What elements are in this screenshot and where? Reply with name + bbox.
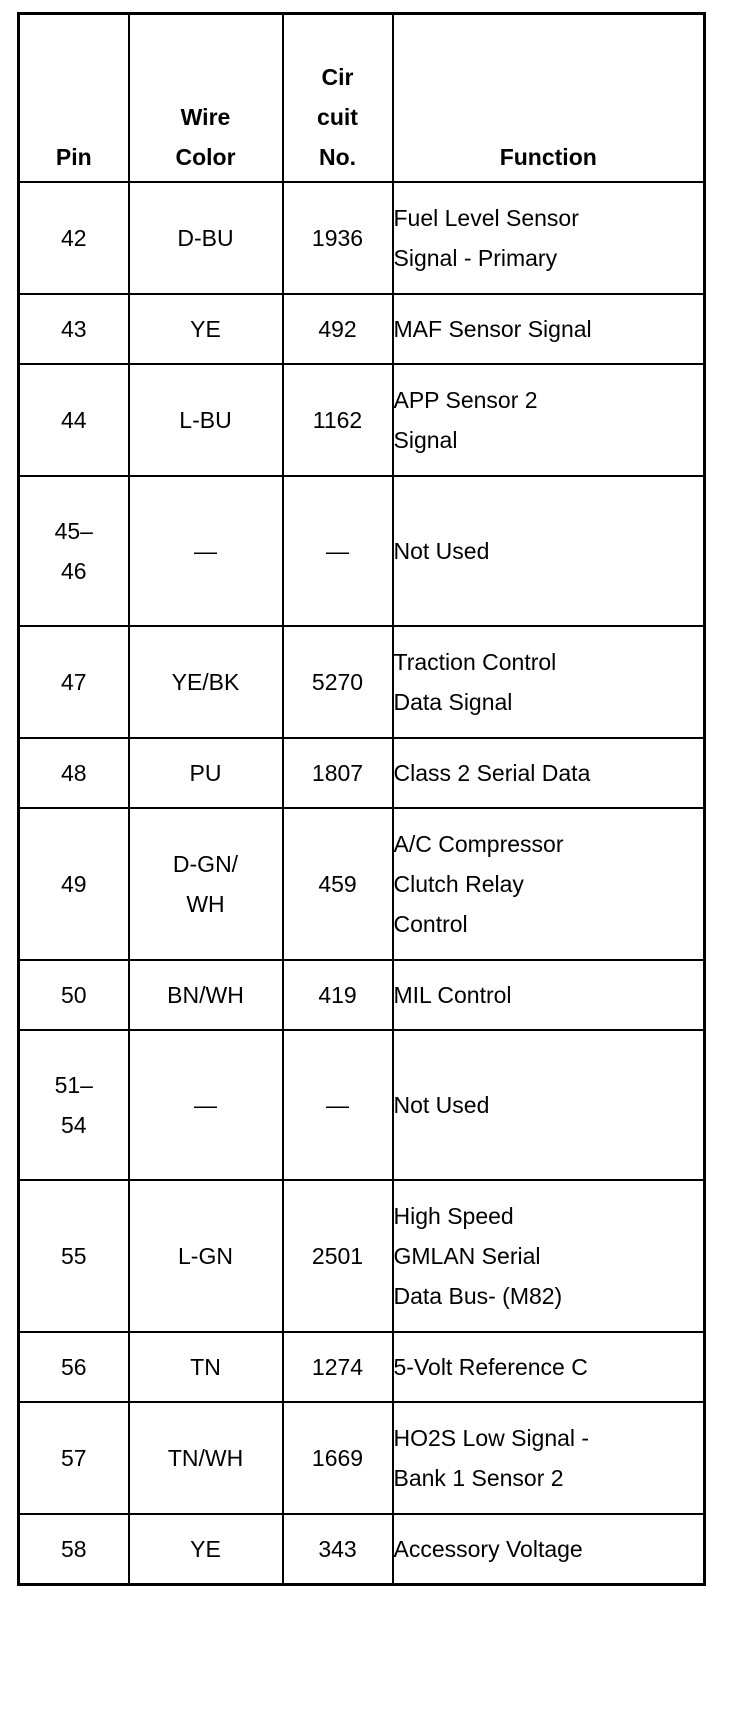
pin-value: 50 xyxy=(60,981,87,1008)
table-row xyxy=(19,808,705,960)
wire-color-value: YE xyxy=(190,315,221,342)
function-cell xyxy=(393,738,705,808)
pin-cell xyxy=(19,960,129,1030)
circuit-cell: 459 xyxy=(283,808,393,960)
pin-value: 49 xyxy=(60,870,87,897)
wire-color-value: — xyxy=(194,537,217,564)
header-circuit-no-line: No. xyxy=(318,143,357,170)
wire-color-cell xyxy=(129,960,283,1030)
function-line: Clutch Relay xyxy=(393,870,524,897)
pin-cell xyxy=(19,626,129,738)
function-line: Accessory Voltage xyxy=(393,1535,583,1562)
function-line: MIL Control xyxy=(393,981,512,1008)
function-cell xyxy=(393,626,705,738)
circuit-cell: 1274 xyxy=(283,1332,393,1402)
pin-value: 58 xyxy=(60,1535,87,1562)
wire-color-cell xyxy=(129,1514,283,1585)
pin-value: 54 xyxy=(60,1111,87,1138)
function-line: Control xyxy=(393,910,468,937)
circuit-cell: 1669 xyxy=(283,1402,393,1514)
function-line: APP Sensor 2 xyxy=(393,386,538,413)
function-line: High Speed xyxy=(393,1202,514,1229)
wire-color-value: PU xyxy=(189,759,222,786)
wire-color-value: WH xyxy=(186,890,225,917)
wire-color-cell xyxy=(129,182,283,294)
wire-color-value: D-BU xyxy=(177,224,234,251)
function-line: Not Used xyxy=(393,1091,490,1118)
function-cell xyxy=(393,182,705,294)
pin-cell xyxy=(19,1402,129,1514)
function-line: HO2S Low Signal - xyxy=(393,1424,590,1451)
wire-color-value: TN xyxy=(190,1353,221,1380)
function-line: A/C Compressor xyxy=(393,830,564,857)
pin-value: 45– xyxy=(54,517,93,544)
header-wire-color-line: Wire xyxy=(180,103,231,130)
wire-color-cell xyxy=(129,476,283,626)
header-circuit-no-line: cuit xyxy=(317,103,358,130)
pin-value: 57 xyxy=(60,1444,87,1471)
header-wire-color-line: Color xyxy=(175,143,236,170)
wire-color-value: BN/WH xyxy=(167,981,244,1008)
function-cell xyxy=(393,960,705,1030)
circuit-cell: 1807 xyxy=(283,738,393,808)
wire-color-cell xyxy=(129,808,283,960)
pin-cell xyxy=(19,738,129,808)
function-cell xyxy=(393,1180,705,1332)
function-line: Traction Control xyxy=(393,648,557,675)
table-row xyxy=(19,1332,705,1402)
function-cell xyxy=(393,1030,705,1180)
table-row xyxy=(19,1514,705,1585)
circuit-cell: 343 xyxy=(283,1514,393,1585)
pin-value: 51– xyxy=(54,1071,93,1098)
header-circuit-no xyxy=(283,14,393,182)
table-row xyxy=(19,1180,705,1332)
circuit-cell: — xyxy=(283,476,393,626)
table-row xyxy=(19,960,705,1030)
pin-cell xyxy=(19,476,129,626)
connector-pinout-table-container xyxy=(17,12,703,1586)
wire-color-value: YE xyxy=(190,1535,221,1562)
wire-color-cell xyxy=(129,1402,283,1514)
function-line: Data Bus- (M82) xyxy=(393,1282,563,1309)
function-cell xyxy=(393,1332,705,1402)
pin-value: 46 xyxy=(60,557,87,584)
pin-cell xyxy=(19,294,129,364)
circuit-cell: 1936 xyxy=(283,182,393,294)
circuit-cell: 5270 xyxy=(283,626,393,738)
header-function xyxy=(393,14,705,182)
function-line: GMLAN Serial xyxy=(393,1242,541,1269)
function-cell xyxy=(393,476,705,626)
pin-cell xyxy=(19,1332,129,1402)
circuit-cell: 1162 xyxy=(283,364,393,476)
wire-color-cell xyxy=(129,1332,283,1402)
function-line: Not Used xyxy=(393,537,490,564)
function-cell xyxy=(393,294,705,364)
wire-color-cell xyxy=(129,294,283,364)
function-line: 5-Volt Reference C xyxy=(393,1353,588,1380)
table-row xyxy=(19,294,705,364)
wire-color-cell xyxy=(129,1180,283,1332)
pin-cell xyxy=(19,1180,129,1332)
function-line: Signal - Primary xyxy=(393,244,558,271)
table-row xyxy=(19,626,705,738)
pin-cell xyxy=(19,182,129,294)
wire-color-cell xyxy=(129,626,283,738)
pin-value: 43 xyxy=(60,315,87,342)
table-row xyxy=(19,476,705,626)
table-row xyxy=(19,1402,705,1514)
pin-value: 42 xyxy=(60,224,87,251)
wire-color-cell xyxy=(129,1030,283,1180)
wire-color-value: L-GN xyxy=(178,1242,233,1269)
pin-cell xyxy=(19,808,129,960)
wire-color-cell xyxy=(129,364,283,476)
wire-color-value: — xyxy=(194,1091,217,1118)
wire-color-value: L-BU xyxy=(179,406,232,433)
function-cell xyxy=(393,1514,705,1585)
pin-value: 56 xyxy=(60,1353,87,1380)
pin-cell xyxy=(19,1514,129,1585)
table-row xyxy=(19,738,705,808)
circuit-cell: 2501 xyxy=(283,1180,393,1332)
pin-value: 55 xyxy=(60,1242,87,1269)
function-cell xyxy=(393,808,705,960)
header-row xyxy=(19,14,705,182)
function-line: MAF Sensor Signal xyxy=(393,315,592,342)
wire-color-value: TN/WH xyxy=(167,1444,244,1471)
function-line: Signal xyxy=(393,426,458,453)
table-row xyxy=(19,182,705,294)
header-function-line: Function xyxy=(499,143,597,170)
function-line: Class 2 Serial Data xyxy=(393,759,591,786)
function-line: Fuel Level Sensor xyxy=(393,204,579,231)
circuit-cell: 419 xyxy=(283,960,393,1030)
pin-cell xyxy=(19,364,129,476)
function-line: Data Signal xyxy=(393,688,513,715)
table-row xyxy=(19,364,705,476)
header-wire-color xyxy=(129,14,283,182)
connector-pinout-table xyxy=(17,12,706,1586)
pin-value: 47 xyxy=(60,668,87,695)
pin-value: 44 xyxy=(60,406,87,433)
wire-color-value: YE/BK xyxy=(171,668,240,695)
header-pin-line: Pin xyxy=(55,143,92,170)
header-pin xyxy=(19,14,129,182)
pin-cell xyxy=(19,1030,129,1180)
wire-color-value: D-GN/ xyxy=(172,850,239,877)
function-line: Bank 1 Sensor 2 xyxy=(393,1464,564,1491)
wire-color-cell xyxy=(129,738,283,808)
function-cell xyxy=(393,1402,705,1514)
header-circuit-no-line: Cir xyxy=(321,63,354,90)
circuit-cell: 492 xyxy=(283,294,393,364)
table-row xyxy=(19,1030,705,1180)
pin-value: 48 xyxy=(60,759,87,786)
function-cell xyxy=(393,364,705,476)
circuit-cell: — xyxy=(283,1030,393,1180)
